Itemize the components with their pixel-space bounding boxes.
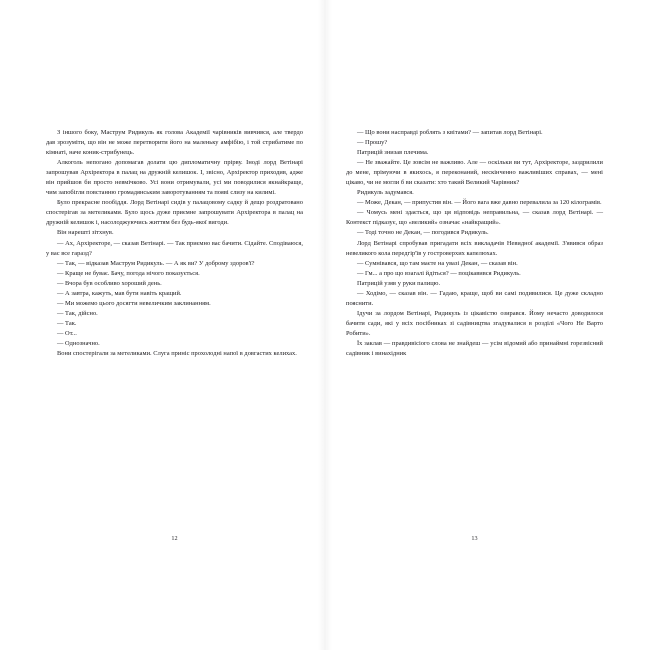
- paragraph: — Ходімо, — сказав він. — Гадаю, краще, щоб ви самі подивилися. Це дуже складно пояснити.: [346, 289, 603, 307]
- paragraph: — Так, — відказав Маструм Ридикуль. — А як ви? У доброму здоров'ї?: [57, 259, 255, 267]
- paragraph: — Так, дійсно.: [57, 309, 98, 317]
- paragraph: — Вчора був особливо хороший день.: [57, 279, 162, 287]
- paragraph: — От...: [57, 329, 77, 337]
- page-right: [325, 0, 650, 650]
- paragraph: Він нарешті зітхнув.: [57, 229, 114, 237]
- paragraph: — Прошу?: [357, 139, 388, 147]
- paragraph: — Сумнівався, що там маєте на увазі Декан, — сказав він.: [357, 259, 518, 267]
- paragraph: — Ми можемо цього досягти невеличким заклинанням.: [57, 299, 211, 307]
- paragraph: Алкоголь непогано допомагав долати цю дипломатичну прірву. Іноді лорд Ветінарі запрошував Архіректора в палац на дружній келишок. І, звісно, Архіректор приходив, адже він прийшов би просто невмічково. Усі вони отримували, усі ми поводилися якнайкраще, чим запобігли повстанню громадянським заворотуванням та появі слизу на килимі.: [46, 159, 303, 197]
- page-number-right: 13: [471, 535, 478, 542]
- right-page-text-column: [346, 128, 603, 359]
- page-number-left: 12: [171, 535, 178, 542]
- paragraph: — Тоді точно не Декан, — погодився Ридикуль.: [357, 229, 489, 237]
- paragraph: Їх заклав — правдивісіого слова не знайдеш — усім відомий або принаймні горезвісний садівник і винахідник: [346, 339, 603, 358]
- paragraph: Лорд Ветінарі спробував пригадати всіх викладачів Невидної академії. З'явився образ невеликого кола передгір'їв у гостроверхих капелюхах.: [346, 239, 603, 257]
- paragraph: Патрицій знизав плечима.: [357, 149, 429, 157]
- paragraph: — Що вони насправді роблять з квітами? — запитав лорд Ветінарі.: [357, 129, 543, 136]
- paragraph: Ридикуль задумався.: [357, 189, 414, 197]
- paragraph: З іншого боку, Маструм Ридикуль як голова Академії чарівників вивчився, але твердо дав зрозуміти, що він не може перетворити його на маленьку амфібію, і той стрибатиме по кімнаті, наче коник-стрибунець.: [46, 129, 303, 157]
- paragraph: — Так.: [57, 319, 77, 327]
- paragraph: Вони спостерігали за метеликами. Слуга приніс прохолодні напої в довгастих келихах.: [57, 350, 297, 358]
- paragraph: — Не зважайте. Це зовсім не важливо. Але — оскільки ви тут, Архіректоре, заздрилили до мене, прімуючи в якихось, я переконаний, нескінченно важливіших справах, — мені цікаво, чи не могли б ви сказати: хто такий Великий Чарівник?: [346, 159, 603, 187]
- left-page-text-column: [46, 128, 303, 359]
- paragraph: — Краще не буває. Бачу, погода нічого показується.: [57, 269, 200, 277]
- paragraph: — А завтра, кажуть, мав бути навіть кращий.: [57, 289, 182, 297]
- paragraph: — Гм... а про що взагалі йдіться? — поцікавився Ридикуль.: [357, 269, 521, 277]
- paragraph: Було прекрасне пообіддя. Лорд Ветінарі сидів у палацовому садку й дещо роздратовано спостерігав за метеликами. Було щось дуже приємне запрошувати Архіректора в палац на дружній келишок і, насолоджуючись життям без будь-якої вигоди.: [46, 199, 303, 227]
- paragraph: Ідучи за лордом Ветінарі, Ридикуль із цікавістю озирався. Йому нечасто доводилося бачити сади, які у всіх посібниках зі садівництва згадувалися в розділі «Чого Не Варто Робити».: [346, 309, 603, 337]
- paragraph: — Чомусь мені здається, що ця відповідь неправильна, — сказав лорд Ветінарі. — Контекст підказує, що «великий» означає «найкращий».: [346, 209, 603, 227]
- paragraph: — Однозначно.: [57, 339, 100, 347]
- paragraph: — Може, Декан, — припустив він. — Його вага вже давно перевалила за 120 кілограмів.: [357, 199, 602, 207]
- paragraph: Патрицій узяв у руки палицю.: [357, 279, 441, 287]
- paragraph: — Ах, Архіректоре, — сказав Ветінарі. — Так приємно вас бачити. Сідайте. Сподіваюся, у вас все гаразд?: [46, 239, 303, 257]
